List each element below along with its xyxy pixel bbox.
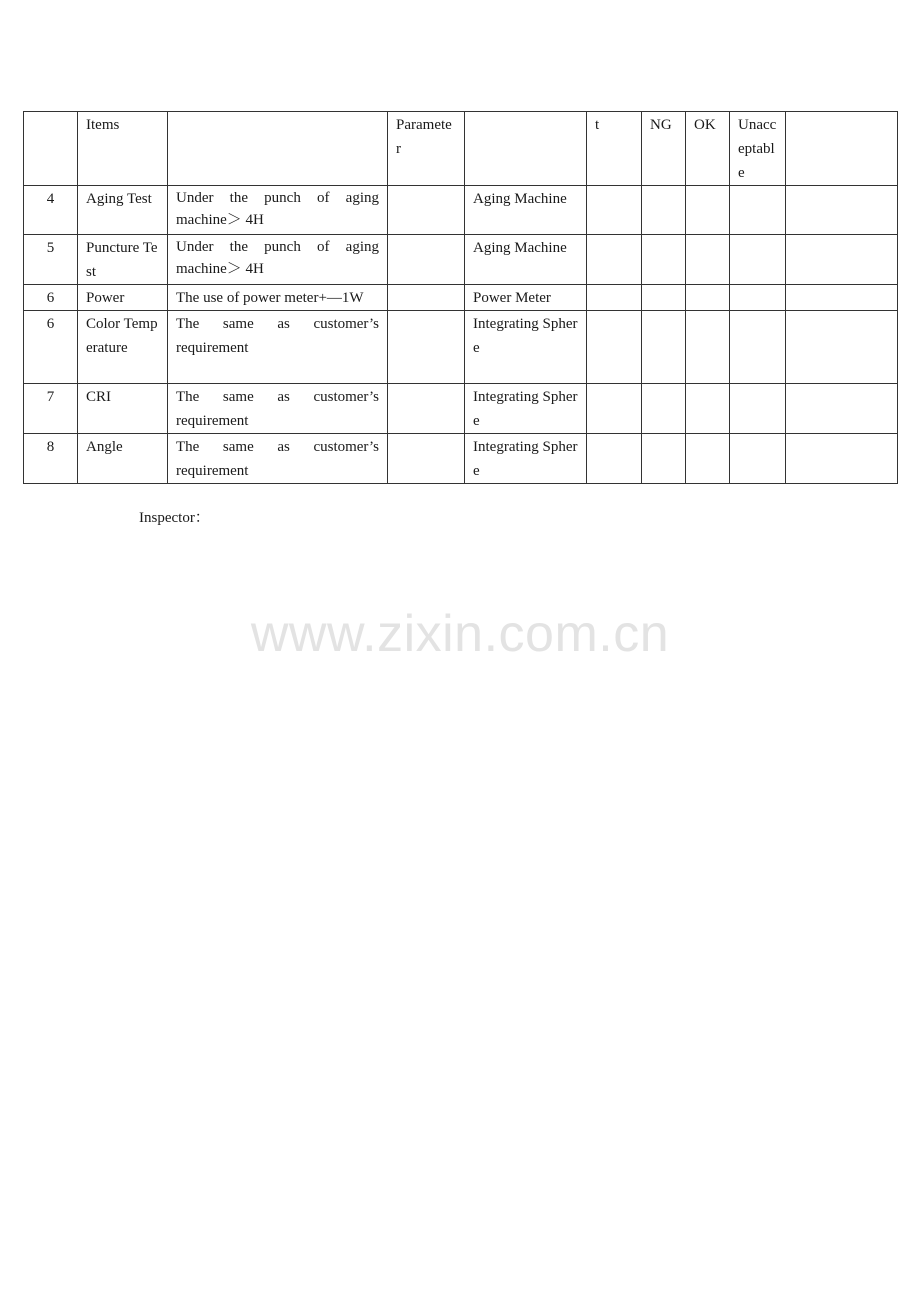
row-parameter-cell xyxy=(388,384,465,434)
row-standard-cell xyxy=(168,186,388,235)
row-ok-cell xyxy=(686,311,730,384)
header-remark-cell xyxy=(786,112,898,186)
header-no-cell xyxy=(24,112,78,186)
row-remark-cell xyxy=(786,311,898,384)
header-items-cell: Items xyxy=(78,112,168,186)
table-row xyxy=(24,285,898,311)
row-tool-cell: Integrating Sphere xyxy=(465,434,587,484)
row-unacceptable-cell xyxy=(730,384,786,434)
row-ok-cell xyxy=(686,434,730,484)
row-result-cell xyxy=(587,186,642,235)
row-ng-cell xyxy=(642,186,686,235)
table-row xyxy=(24,434,898,484)
header-ok-cell: OK xyxy=(686,112,730,186)
standard-line-2: machine＞ 4H xyxy=(176,212,264,228)
row-standard-cell: The same as customer’s requirement xyxy=(168,434,388,484)
row-remark-cell xyxy=(786,186,898,235)
watermark: www.zixin.com.cn xyxy=(250,605,670,663)
row-ng-cell xyxy=(642,384,686,434)
row-parameter-cell xyxy=(388,311,465,384)
row-ok-cell xyxy=(686,235,730,285)
table-row xyxy=(24,311,898,384)
row-remark-cell xyxy=(786,434,898,484)
row-ok-cell xyxy=(686,285,730,311)
row-ng-cell xyxy=(642,285,686,311)
row-item-cell: Angle xyxy=(78,434,168,484)
row-tool-cell: Aging Machine xyxy=(465,186,587,235)
row-standard-cell: The use of power meter+—1W xyxy=(168,285,388,311)
standard-line-1: Under the punch of aging xyxy=(176,239,379,255)
table-row xyxy=(24,384,898,434)
row-no-cell: 7 xyxy=(24,384,78,434)
row-ok-cell xyxy=(686,384,730,434)
header-unacceptable-cell: Unacceptable xyxy=(730,112,786,186)
standard-line-2: machine＞ 4H xyxy=(176,261,264,277)
row-remark-cell xyxy=(786,285,898,311)
row-ng-cell xyxy=(642,235,686,285)
row-item-cell: CRI xyxy=(78,384,168,434)
row-parameter-cell xyxy=(388,235,465,285)
row-result-cell xyxy=(587,434,642,484)
row-tool-cell: Integrating Sphere xyxy=(465,311,587,384)
table-row xyxy=(24,235,898,285)
header-result-cell: t xyxy=(587,112,642,186)
row-unacceptable-cell xyxy=(730,235,786,285)
table-row xyxy=(24,186,898,235)
row-item-cell: Aging Test xyxy=(78,186,168,235)
row-standard-cell: The same as customer’s requirement xyxy=(168,384,388,434)
row-remark-cell xyxy=(786,384,898,434)
row-remark-cell xyxy=(786,235,898,285)
row-unacceptable-cell xyxy=(730,186,786,235)
row-item-cell: Puncture Test xyxy=(78,235,168,285)
row-no-cell: 5 xyxy=(24,235,78,285)
row-standard-cell xyxy=(168,235,388,285)
row-result-cell xyxy=(587,235,642,285)
row-result-cell xyxy=(587,311,642,384)
row-item-cell: Power xyxy=(78,285,168,311)
row-no-cell: 6 xyxy=(24,285,78,311)
row-parameter-cell xyxy=(388,186,465,235)
row-tool-cell: Power Meter xyxy=(465,285,587,311)
row-ng-cell xyxy=(642,434,686,484)
row-tool-cell: Aging Machine xyxy=(465,235,587,285)
row-no-cell: 6 xyxy=(24,311,78,384)
row-parameter-cell xyxy=(388,434,465,484)
header-standard-cell xyxy=(168,112,388,186)
row-no-cell: 4 xyxy=(24,186,78,235)
header-ng-cell: NG xyxy=(642,112,686,186)
row-unacceptable-cell xyxy=(730,434,786,484)
row-ng-cell xyxy=(642,311,686,384)
row-standard-cell: The same as customer’s requirement xyxy=(168,311,388,384)
row-unacceptable-cell xyxy=(730,311,786,384)
row-ok-cell xyxy=(686,186,730,235)
inspection-table xyxy=(23,111,898,484)
standard-line-1: Under the punch of aging xyxy=(176,190,379,206)
row-item-cell: Color Temperature xyxy=(78,311,168,384)
row-result-cell xyxy=(587,285,642,311)
inspector-label: Inspector： xyxy=(139,510,210,526)
header-tool-cell xyxy=(465,112,587,186)
table-header-row xyxy=(24,112,898,186)
row-no-cell: 8 xyxy=(24,434,78,484)
header-parameter-cell: Parameter xyxy=(388,112,465,186)
row-tool-cell: Integrating Sphere xyxy=(465,384,587,434)
row-unacceptable-cell xyxy=(730,285,786,311)
row-parameter-cell xyxy=(388,285,465,311)
row-result-cell xyxy=(587,384,642,434)
